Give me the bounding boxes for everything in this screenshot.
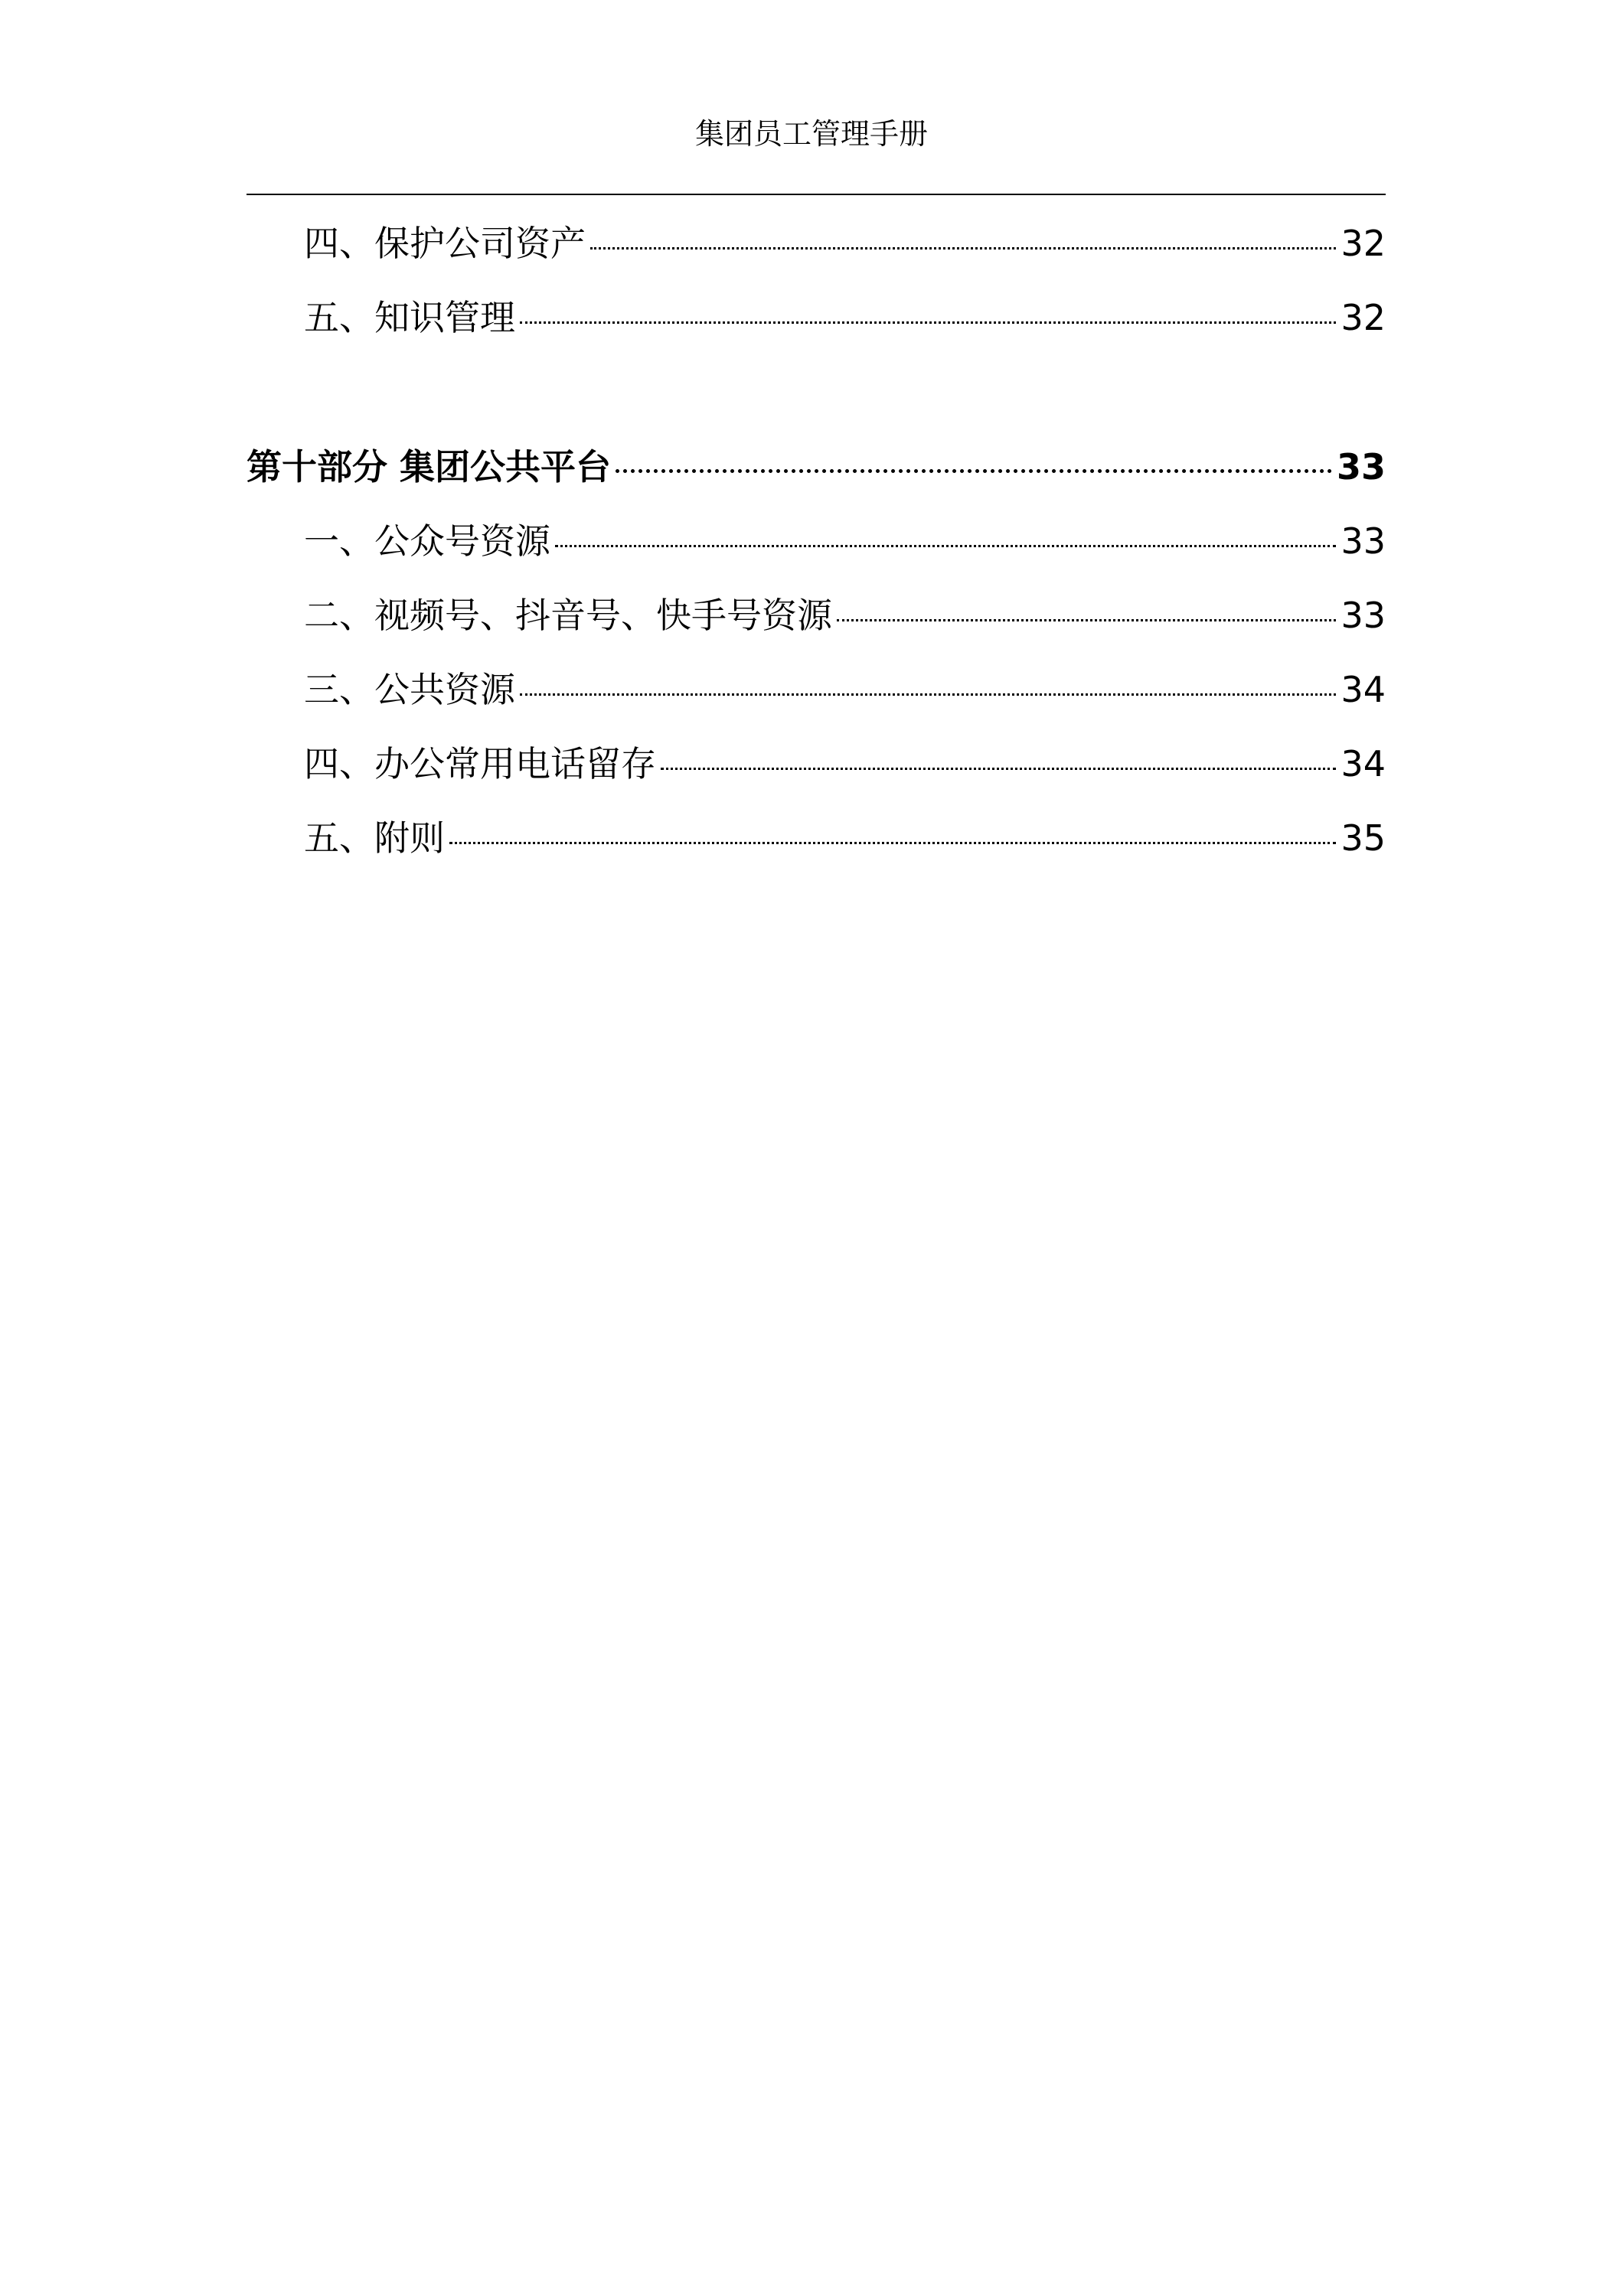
toc-entry-title: 第十部分 集团公共平台 <box>247 446 612 488</box>
toc-entry-protect-assets[interactable] <box>247 217 1386 270</box>
toc-dot-leader <box>837 619 1336 621</box>
toc-entry-title: 五、附则 <box>304 817 445 859</box>
toc-entry-title: 三、公共资源 <box>304 669 515 710</box>
toc-dot-leader <box>616 469 1332 473</box>
toc-entry-title: 四、办公常用电话留存 <box>304 743 656 784</box>
toc-page-number: 33 <box>1341 520 1386 562</box>
toc-page-number: 32 <box>1341 223 1386 264</box>
toc-entry-title: 四、保护公司资产 <box>304 223 586 264</box>
toc-dot-leader <box>449 842 1336 844</box>
toc-entry-video-accounts[interactable] <box>247 589 1386 642</box>
toc-entry-public-resources[interactable] <box>247 663 1386 716</box>
toc-entry-appendix[interactable] <box>247 811 1386 865</box>
header-divider <box>247 194 1386 195</box>
toc-entry-official-accounts[interactable] <box>247 514 1386 568</box>
toc-dot-leader <box>555 545 1336 547</box>
toc-page-number: 34 <box>1341 743 1386 784</box>
toc-page-number: 32 <box>1341 297 1386 338</box>
toc-page-number: 34 <box>1341 669 1386 710</box>
toc-dot-leader <box>590 247 1336 249</box>
toc-entry-title: 一、公众号资源 <box>304 520 550 562</box>
toc-page-number: 33 <box>1341 595 1386 636</box>
toc-entry-part-ten[interactable] <box>247 440 1386 494</box>
toc-dot-leader <box>520 321 1336 324</box>
toc-page-number: 33 <box>1336 446 1386 488</box>
toc-dot-leader <box>661 768 1336 770</box>
toc-entry-knowledge-management[interactable] <box>247 291 1386 344</box>
toc-dot-leader <box>520 693 1336 696</box>
toc-page-number: 35 <box>1341 817 1386 859</box>
toc-entry-office-phones[interactable] <box>247 737 1386 791</box>
page-header-title: 集团员工管理手册 <box>694 117 928 151</box>
toc-entry-title: 二、视频号、抖音号、快手号资源 <box>304 595 832 636</box>
toc-entry-title: 五、知识管理 <box>304 297 515 338</box>
